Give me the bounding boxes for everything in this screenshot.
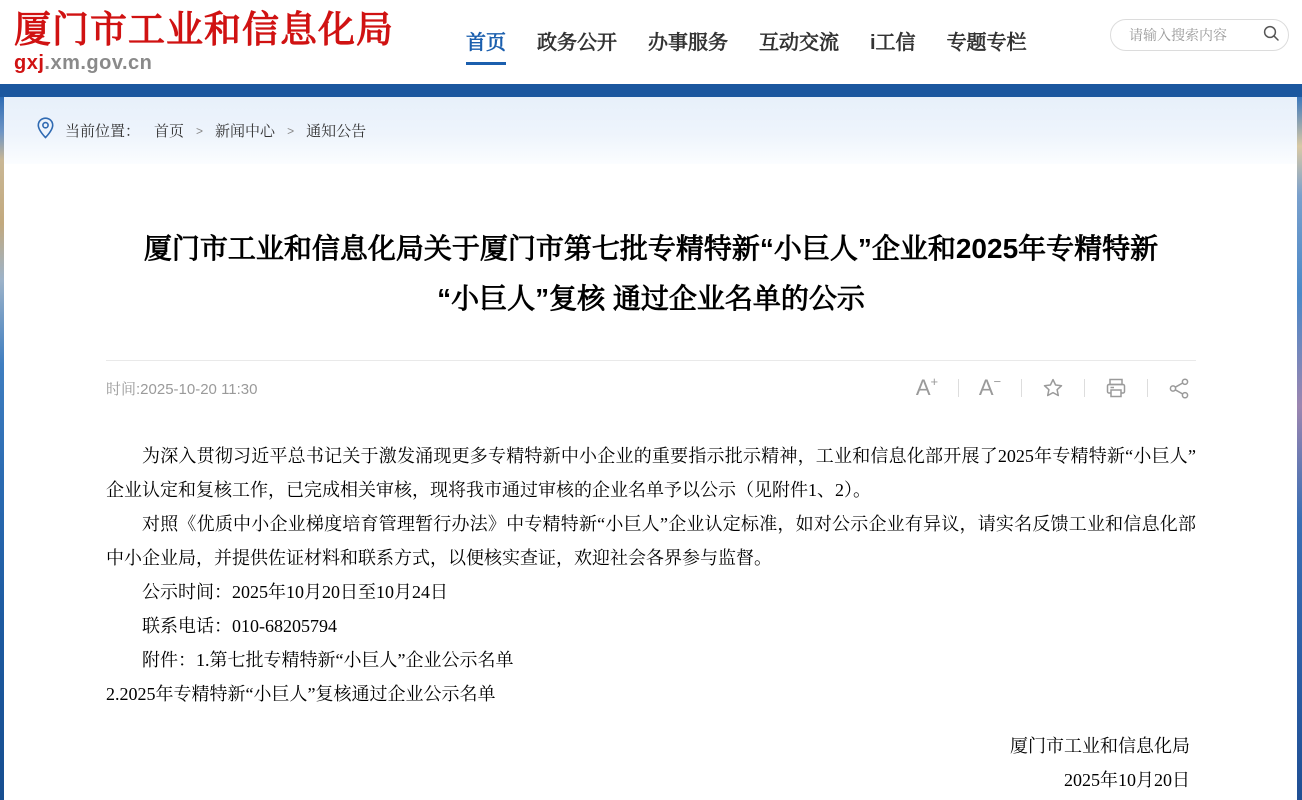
search-input[interactable] <box>1111 27 1254 43</box>
site-header <box>0 0 1302 84</box>
breadcrumb <box>0 97 1302 164</box>
toolbar-divider <box>1021 379 1022 397</box>
site-domain-suffix: .xm.gov.cn <box>44 52 153 74</box>
printer-icon <box>1104 376 1128 400</box>
search-button[interactable] <box>1254 20 1288 50</box>
main-nav <box>466 22 1027 65</box>
site-domain <box>14 52 456 74</box>
search-box <box>1110 19 1289 51</box>
paragraph: 为深入贯彻习近平总书记关于激发涌现更多专精特新中小企业的重要指示批示精神，工业和信息化部开展了2025年专精特新“小巨人”企业认定和复核工作，已完成相关审核，现将我市通过审核的企业名单予以公示（见附件1、2）。 <box>106 446 1196 500</box>
favorite-button[interactable] <box>1036 376 1070 400</box>
site-logo[interactable] <box>14 10 456 74</box>
publicity-period: 公示时间：2025年10月20日至10月24日 <box>142 582 448 602</box>
nav-item-interaction[interactable]: 互动交流 <box>759 31 839 54</box>
toolbar-divider <box>1084 379 1085 397</box>
publish-time: 时间:2025-10-20 11:30 <box>106 380 258 398</box>
article-meta-row <box>106 361 1196 415</box>
nav-item-services[interactable]: 办事服务 <box>648 31 728 54</box>
nav-item-gov-info[interactable]: 政务公开 <box>537 31 617 54</box>
breadcrumb-separator: > <box>287 123 295 138</box>
font-decrease-button[interactable]: A − <box>978 374 1002 400</box>
site-title: 厦门市工业和信息化局 <box>14 10 394 51</box>
header-divider-bar <box>0 84 1302 97</box>
site-domain-prefix: gxj <box>14 52 45 74</box>
article-body <box>106 439 1196 711</box>
breadcrumb-separator: > <box>196 123 204 138</box>
location-pin-icon <box>36 117 55 145</box>
breadcrumb-item-news-center[interactable]: 新闻中心 <box>215 123 276 140</box>
article-title-line2: “小巨人”复核 通过企业名单的公示 <box>437 283 865 314</box>
article <box>106 224 1196 797</box>
article-toolbar <box>910 376 1196 400</box>
breadcrumb-label: 当前位置： <box>65 123 141 140</box>
article-signature <box>106 729 1196 797</box>
font-increase-button[interactable]: A + <box>915 374 939 400</box>
article-title <box>106 224 1196 324</box>
nav-item-i-gongxin[interactable]: i工信 <box>870 31 916 54</box>
paragraph: 对照《优质中小企业梯度培育管理暂行办法》中专精特新“小巨人”企业认定标准，如对公示企业有异议，请实名反馈工业和信息化部中小企业局，并提供佐证材料和联系方式，以便核实查证，欢迎社会各界参与监督。 <box>106 514 1196 568</box>
signature-org: 厦门市工业和信息化局 <box>1010 736 1190 756</box>
search-icon <box>1262 24 1280 47</box>
share-button[interactable] <box>1162 377 1196 400</box>
attachment-2: 2.2025年专精特新“小巨人”复核通过企业公示名单 <box>106 684 496 704</box>
contact-phone: 联系电话：010-68205794 <box>142 616 337 636</box>
nav-item-special-topics[interactable]: 专题专栏 <box>946 31 1027 54</box>
toolbar-divider <box>1147 379 1148 397</box>
background-edge-right <box>1297 97 1302 800</box>
star-icon <box>1041 376 1065 400</box>
signature-date: 2025年10月20日 <box>1064 770 1190 790</box>
breadcrumb-item-notices[interactable]: 通知公告 <box>306 123 367 140</box>
toolbar-divider <box>958 379 959 397</box>
breadcrumb-item-home[interactable]: 首页 <box>154 123 185 140</box>
print-button[interactable] <box>1099 376 1133 400</box>
nav-item-home[interactable]: 首页 <box>466 22 506 65</box>
attachment-1: 附件：1.第七批专精特新“小巨人”企业公示名单 <box>142 650 514 670</box>
article-title-line1: 厦门市工业和信息化局关于厦门市第七批专精特新“小巨人”企业和2025年专精特新 <box>143 233 1159 264</box>
share-icon <box>1168 377 1191 400</box>
background-edge-left <box>0 97 4 800</box>
